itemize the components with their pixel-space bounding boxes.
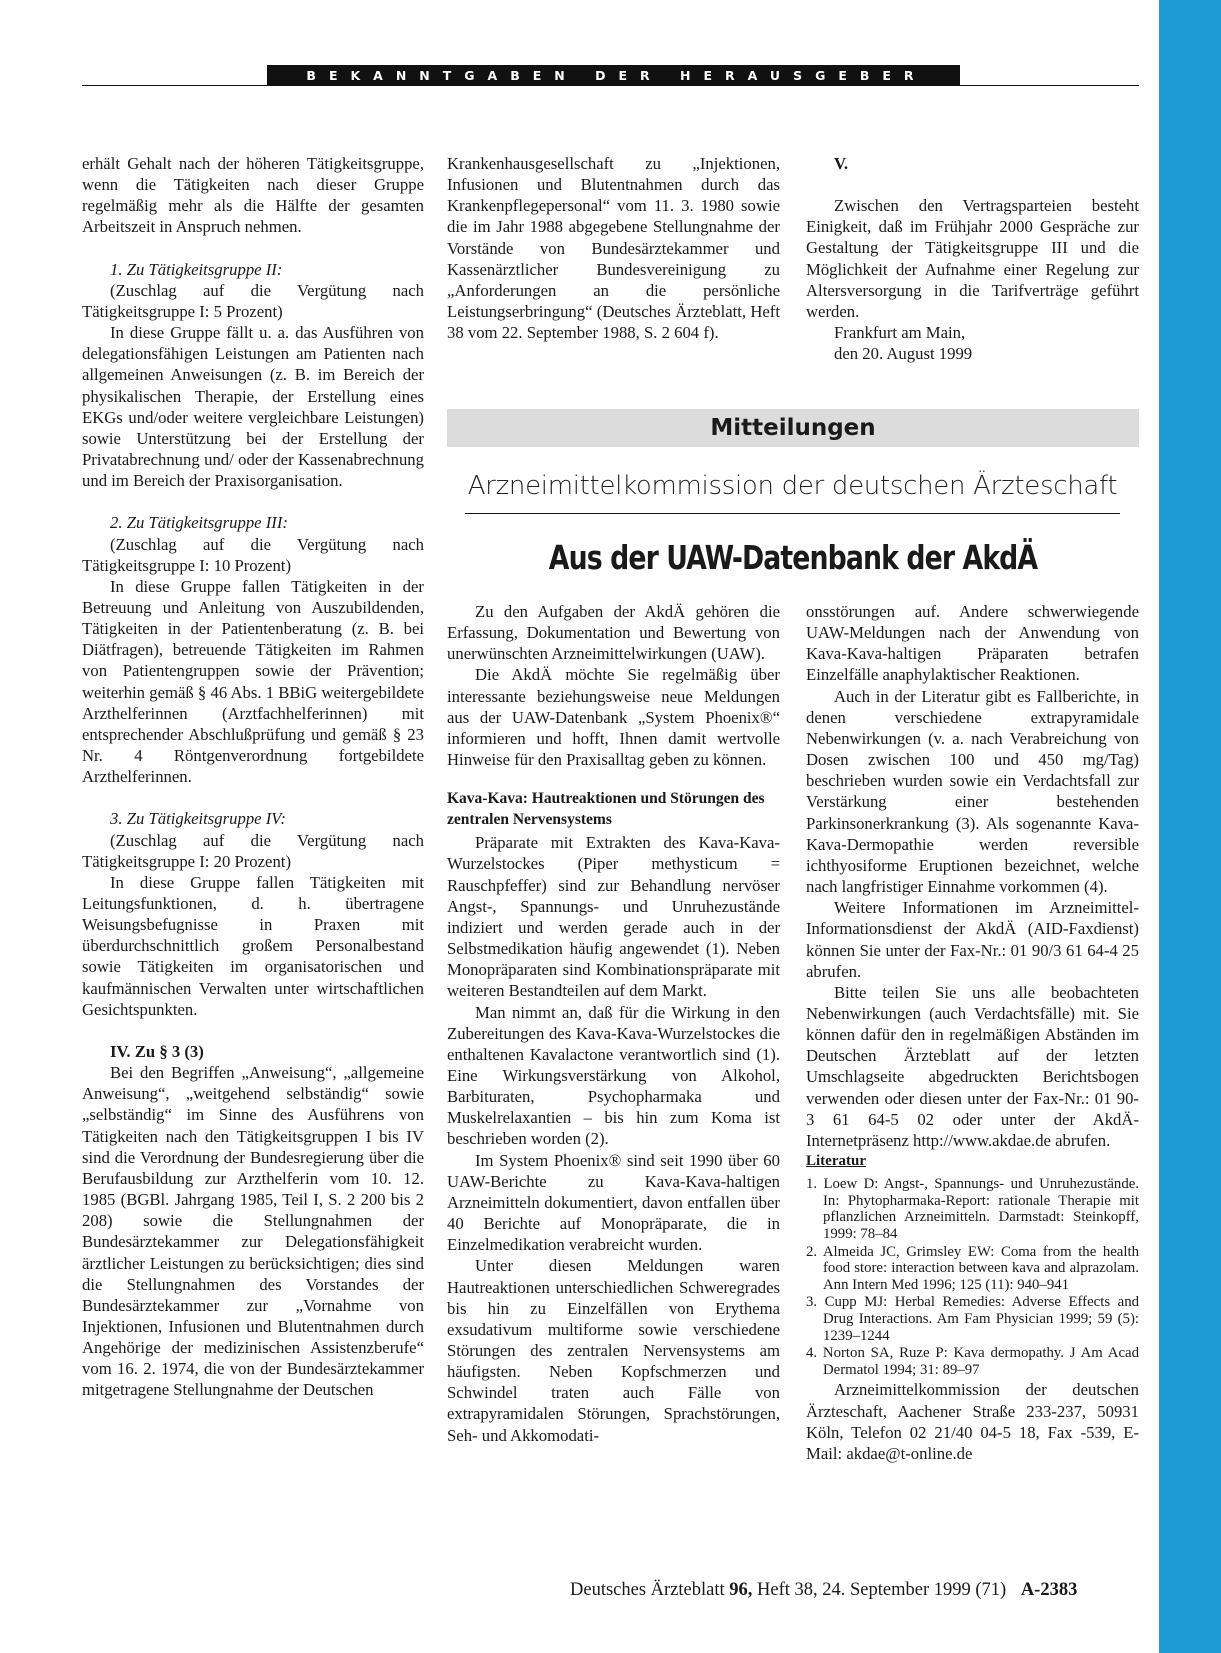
paragraph: Man nimmt an, daß für die Wirkung in den Zubereitungen des Kava-Kava-Wurzelstockes die enthaltenen Kavalactone verantwortlich sind (1). Eine Wirkungsverstärkung von Alkohol, Barbituraten, Psychopharmaka und Muskelrelaxantien – bis hin zum Koma ist beschrieben worden (2). bbox=[447, 1002, 780, 1149]
page-footer bbox=[570, 1580, 1140, 1601]
section-v-heading: V. bbox=[834, 154, 849, 173]
header-rule bbox=[82, 85, 1139, 86]
contact-address: Arzneimittelkommission der deutschen Ärzteschaft, Aachener Straße 233-237, 50931 Köln, Telefon 02 21/40 04-5 18, Fax -539, E-Mail: akdae@t-online.de bbox=[806, 1380, 1139, 1463]
page-number: A-2383 bbox=[1020, 1580, 1078, 1600]
paragraph: Im System Phoenix® sind seit 1990 über 60 UAW-Berichte zu Kava-Kava-haltigen Arzneimitteln dokumentiert, davon entfallen über 40 Berichte auf Monopräparate, die in Einzelmedikation verabreicht wurden. bbox=[447, 1150, 780, 1255]
group-4-text: In diese Gruppe fallen Tätigkeiten mit Leitungsfunktionen, d. h. übertragene Weisungsbefugnisse in Praxen mit überdurchschnittlich großem Personalbestand sowie Tätigkeiten im organisatorischen und kaufmännischen Verwalten unter wirtschaftlichen Gesichtspunkten. bbox=[82, 872, 424, 1019]
accent-side-strip bbox=[1159, 0, 1221, 1653]
mitteilungen-band: Mitteilungen bbox=[447, 409, 1139, 447]
reference-item: 3. Cupp MJ: Herbal Remedies: Adverse Effects and Drug Interactions. Am Fam Physician 1999; 59 (5): 1239–1244 bbox=[806, 1294, 1139, 1344]
journal-name: Deutsches Ärzteblatt bbox=[570, 1580, 725, 1600]
signature-place: Frankfurt am Main, bbox=[834, 323, 966, 343]
organization-title: Arzneimittelkommission der deutschen Ärzteschaft bbox=[467, 471, 1118, 501]
paragraph: Auch in der Literatur gibt es Fallberichte, in denen verschiedene extrapyramidale Nebenwirkungen (v. a. nach Verabreichung von Dosen zwischen 100 und 450 mg/Tag) beschrieben wurden sowie ein Verdachtsfall zur Verstärkung einer bestehenden Parkinsonerkrankung (3). Als sogenannte Kava-Kava-Dermopathie werden reversible ichthyosiforme Eruptionen bezeichnet, welche nach langfristiger Einnahme vorkommen (4). bbox=[806, 686, 1139, 897]
group-2-subtitle: (Zuschlag auf die Vergütung nach Tätigkeitsgruppe I: 5 Prozent) bbox=[82, 280, 424, 321]
paragraph: Krankenhausgesellschaft zu „Injektionen, Infusionen und Blutentnahmen durch das Krankenpflegepersonal“ vom 11. 3. 1980 sowie die im Jahr 1988 abgegebene Stellungnahme der Vorstände von Bundesärztekammer und Kassenärztlicher Bundesvereinigung zu „Anforderungen an die persönliche Leistungserbringung“ (Deutsches Ärzteblatt, Heft 38 vom 22. September 1988, S. 2 604 f). bbox=[447, 154, 780, 343]
subheading: Kava-Kava: Hautreaktionen und Störungen des zentralen Nervensystems bbox=[447, 790, 765, 829]
paragraph: Unter diesen Meldungen waren Hautreaktionen unterschiedlichen Schweregrades bis hin zu Einzelfällen von Erythema exsudativum multiforme sowie verschiedene Störungen des zentralen Nervensystems am häufigsten. Neben Kopfschmerzen und Schwindel traten auch Fälle von extrapyramidalen Störungen, Sprachstörungen, Seh- und Akkomodati- bbox=[447, 1256, 780, 1445]
article-title: Aus der UAW-Datenbank der AkdÄ bbox=[548, 538, 1038, 577]
group-3-subtitle: (Zuschlag auf die Vergütung nach Tätigkeitsgruppe I: 10 Prozent) bbox=[82, 534, 424, 575]
column-2-bottom bbox=[447, 601, 780, 1446]
reference-item: 1. Loew D: Angst-, Spannungs- und Unruhezustände. In: Phytopharmaka-Report: rationale Therapie mit pflanzlichen Arzneimitteln. Darmstadt: Steinkopff, 1999: 78–84 bbox=[806, 1176, 1139, 1242]
column-2-top bbox=[447, 153, 780, 343]
group-4-heading: 3. Zu Tätigkeitsgruppe IV: bbox=[110, 809, 286, 829]
paragraph: onsstörungen auf. Andere schwerwiegende UAW-Meldungen nach der Anwendung von Kava-Kava-haltigen Präparaten betrafen Einzelfälle anaphylaktischer Reaktionen. bbox=[806, 602, 1139, 685]
signature-date: den 20. August 1999 bbox=[834, 344, 973, 364]
journal-volume: 96, bbox=[729, 1580, 753, 1600]
group-4-subtitle: (Zuschlag auf die Vergütung nach Tätigkeitsgruppe I: 20 Prozent) bbox=[82, 830, 424, 871]
literature-heading: Literatur bbox=[806, 1153, 866, 1170]
paragraph: Die AkdÄ möchte Sie regelmäßig über interessante beziehungsweise neue Meldungen aus der UAW-Datenbank „System Phoenix®“ informieren und hofft, Ihnen damit wertvolle Hinweise für den Praxisalltag geben zu können. bbox=[447, 665, 780, 770]
column-3-top bbox=[806, 153, 1139, 364]
section-iv-text: Bei den Begriffen „Anweisung“, „allgemeine Anweisung“, „weitgehend selbständig“ sowie „selbständig“ im Sinne des Ausführens von Tätigkeiten nach den Tätigkeitsgruppen I bis IV sind die Verordnung der Bundesregierung über die Berufausbildung zur Arzthelferin vom 10. 12. 1985 (BGBl. Jahrgang 1985, Teil I, S. 2 200 bis 2 208) sowie die Stellungnahmen der Bundesärztekammer zur Delegationsfähigkeit ärztlicher Leistungen zu berücksichtigen; dies sind die Stellungnahmen des Vorstandes der Bundesärztekammer zur „Vornahme von Injektionen, Infusionen und Blutentnahmen durch Angehörige der medizinischen Assistenzberufe“ vom 16. 2. 1974, die von der Bundesärztekammer mitgetragene Stellungnahme der Deutschen bbox=[82, 1063, 424, 1400]
paragraph: Präparate mit Extrakten des Kava-Kava-Wurzelstockes (Piper methysticum = Rauschpfeffer) sind zur Behandlung nervöser Angst-, Spannungs- und Unruhezustände indiziert und werden gerade auch in der Selbstmedikation häufig angewendet (1). Neben Monopräparaten sind Kombinationspräparate mit weiteren Bestandteilen auf dem Markt. bbox=[447, 833, 780, 1001]
column-1 bbox=[82, 153, 424, 1401]
reference-item: 2. Almeida JC, Grimsley EW: Coma from the health food store: interaction between kava and alprazolam. Ann Intern Med 1996; 125 (11): 940–941 bbox=[806, 1243, 1139, 1293]
column-3-bottom bbox=[806, 601, 1139, 1464]
reference-item: 4. Norton SA, Ruze P: Kava dermopathy. J Am Acad Dermatol 1994; 31: 89–97 bbox=[806, 1345, 1139, 1378]
paragraph: Weitere Informationen im Arzneimittel-Informationsdienst der AkdÄ (AID-Faxdienst) können Sie unter der Fax-Nr.: 01 90/3 61 64-4 25 abrufen. bbox=[806, 898, 1139, 981]
issue-info: Heft 38, 24. September 1999 (71) bbox=[757, 1580, 1007, 1600]
paragraph: Bitte teilen Sie uns alle beobachteten Nebenwirkungen (auch Verdachtsfälle) mit. Sie können dafür den in regelmäßigen Abständen im Deutschen Ärzteblatt auf der letzten Umschlagseite abgedruckten Berichtsbogen verwenden oder diesen unter der Fax-Nr.: 01 90-3 61 64-5 02 oder unter der AkdÄ-Internetpräsenz http://www.akdae.de abrufen. bbox=[806, 982, 1139, 1150]
paragraph: erhält Gehalt nach der höheren Tätigkeitsgruppe, wenn die Tätigkeiten nach dieser Gruppe regelmäßig mehr als die Hälfte der gesamten Arbeitszeit in Anspruch nehmen. bbox=[82, 154, 424, 237]
group-3-heading: 2. Zu Tätigkeitsgruppe III: bbox=[110, 513, 288, 533]
section-iv-heading: IV. Zu § 3 (3) bbox=[110, 1041, 204, 1061]
organization-rule bbox=[465, 513, 1120, 514]
reference-list bbox=[806, 1176, 1139, 1378]
group-2-heading: 1. Zu Tätigkeitsgruppe II: bbox=[110, 259, 283, 279]
group-3-text: In diese Gruppe fallen Tätigkeiten in der Betreuung und Anleitung von Auszubildenden, Tätigkeiten in der Patientenberatung (z. B. bei Diätfragen), betreuende Tätigkeiten im Rahmen von Patientengruppen sowie der Prävention; weiterhin gemäß § 46 Abs. 1 BBiG weitergebildete Arzthelferinnen (Arztfachhelferinnen) mit entsprechender Abschlußprüfung und gemäß § 23 Nr. 4 Röntgenverordnung fortgebildete Arzthelferinnen. bbox=[82, 576, 424, 787]
group-2-text: In diese Gruppe fällt u. a. das Ausführen von delegationsfähigen Leistungen am Patienten nach allgemeinen Anweisungen (z. B. im Bereich der physikalischen Therapie, der Erstellung eines EKGs und/oder weitere vergleichbare Leistungen) sowie Unterstützung bei der Erstellung der Privatabrechnung und/ oder der Kassenabrechnung und im Bereich der Praxisorganisation. bbox=[82, 323, 424, 491]
paragraph: Zu den Aufgaben der AkdÄ gehören die Erfassung, Dokumentation und Bewertung von unerwünschten Arzneimittelwirkungen (UAW). bbox=[447, 602, 780, 664]
literature-section bbox=[806, 1151, 1139, 1378]
section-v-text: Zwischen den Vertragsparteien besteht Einigkeit, daß im Frühjahr 2000 Gespräche zur Gestaltung der Tätigkeitsgruppe III und die Möglichkeit der Aufnahme einer Regelung zur Altersversorgung in die Tarifverträge geführt werden. bbox=[806, 196, 1139, 321]
section-header: BEKANNTGABEN DER HERAUSGEBER bbox=[267, 65, 960, 86]
